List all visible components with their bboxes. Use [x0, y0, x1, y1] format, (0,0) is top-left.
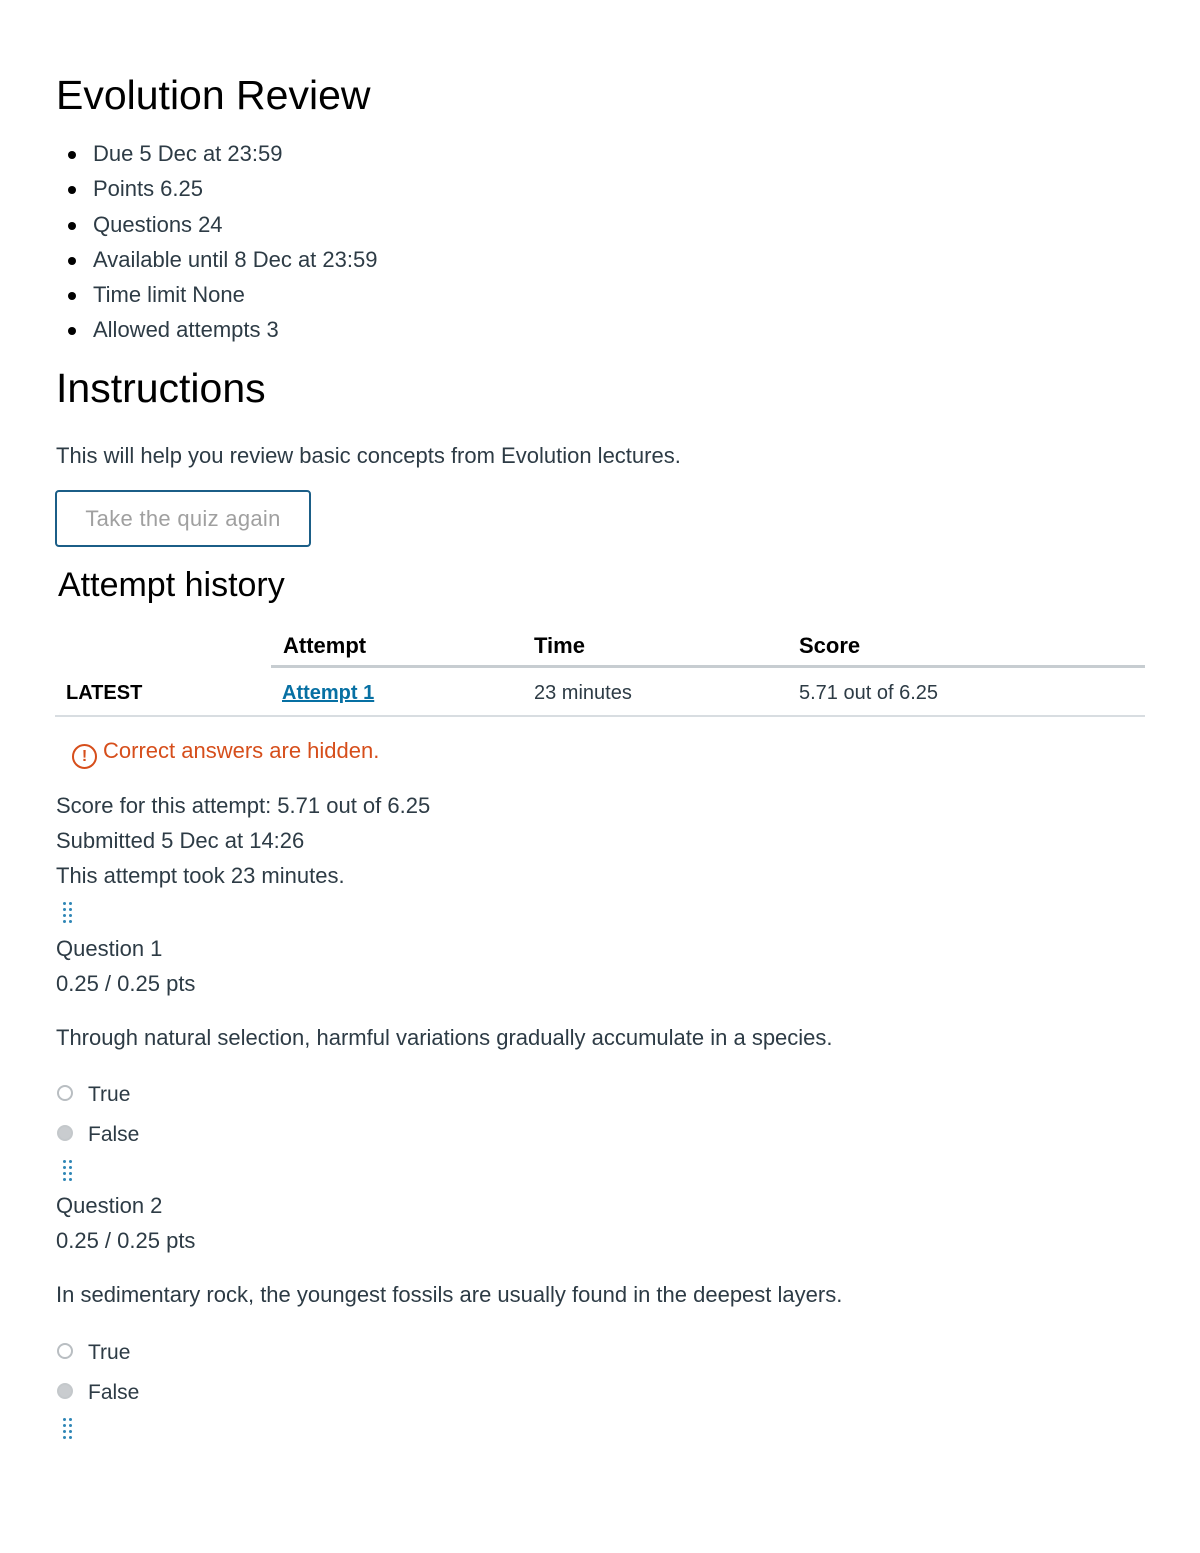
question-1-option-true-label: True: [88, 1083, 131, 1106]
column-header-score: Score: [799, 633, 861, 658]
detail-time-limit: [56, 279, 377, 314]
attempt-time: 23 minutes: [534, 682, 632, 704]
detail-label: Due: [93, 141, 134, 166]
question-2-option-true-label: True: [88, 1341, 131, 1364]
attempt-score: 5.71 out of 6.25: [799, 682, 939, 704]
column-header-attempt: Attempt: [283, 633, 367, 658]
column-header-time: Time: [534, 633, 585, 658]
score-for-attempt: Score for this attempt: 5.71 out of 6.25: [56, 793, 431, 818]
instructions-heading: Instructions: [56, 365, 266, 411]
submitted-time: Submitted 5 Dec at 14:26: [56, 828, 305, 853]
question-1-title: Question 1: [56, 936, 163, 961]
question-1-option-false-label: False: [88, 1123, 140, 1146]
detail-available: [56, 244, 377, 279]
question-2-option-true-radio[interactable]: [57, 1343, 73, 1359]
drag-handle-icon[interactable]: [63, 1418, 73, 1440]
attempt-1-link[interactable]: Attempt 1: [282, 682, 375, 704]
warning-icon: !: [72, 744, 97, 769]
detail-value: until 8 Dec at 23:59: [187, 246, 378, 272]
question-1-option-true-radio[interactable]: [57, 1085, 73, 1101]
row-divider: [55, 715, 1145, 717]
header-divider: [271, 665, 1145, 668]
detail-points: [56, 173, 377, 208]
latest-label: LATEST: [66, 682, 143, 704]
detail-allowed-attempts: [56, 314, 377, 349]
detail-label: Allowed attempts: [93, 317, 261, 343]
detail-value: None: [192, 282, 245, 308]
question-2-option-false-label: False: [88, 1381, 140, 1404]
detail-label: Available: [93, 246, 182, 272]
attempt-history-heading: Attempt history: [58, 566, 285, 604]
quiz-title: Evolution Review: [56, 72, 371, 118]
drag-handle-icon[interactable]: [63, 1160, 73, 1182]
instructions-text: This will help you review basic concepts from Evolution lectures.: [56, 443, 681, 468]
detail-questions: [56, 209, 377, 244]
question-1-option-false-radio[interactable]: [57, 1125, 73, 1141]
question-2-points: 0.25 / 0.25 pts: [56, 1228, 196, 1253]
detail-value: 5 Dec at 23:59: [139, 141, 283, 166]
detail-value: 3: [266, 317, 279, 343]
drag-handle-icon[interactable]: [63, 902, 73, 924]
detail-due: [56, 138, 377, 173]
detail-value: 24: [198, 211, 223, 237]
detail-label: Time limit: [93, 282, 187, 308]
attempt-duration: This attempt took 23 minutes.: [56, 863, 345, 888]
question-2-text: In sedimentary rock, the youngest fossils are usually found in the deepest layers.: [56, 1282, 843, 1307]
question-1-text: Through natural selection, harmful variations gradually accumulate in a species.: [56, 1025, 833, 1050]
detail-label: Points: [93, 176, 155, 202]
detail-label: Questions: [93, 211, 193, 237]
take-quiz-again-button[interactable]: Take the quiz again: [55, 490, 311, 547]
notice-text: Correct answers are hidden.: [103, 738, 380, 763]
question-2-option-false-radio[interactable]: [57, 1383, 73, 1399]
detail-value: 6.25: [160, 176, 203, 202]
question-1-points: 0.25 / 0.25 pts: [56, 971, 196, 996]
correct-answers-hidden-notice: [72, 738, 379, 769]
quiz-details-list: [56, 138, 377, 350]
question-2-title: Question 2: [56, 1193, 163, 1218]
